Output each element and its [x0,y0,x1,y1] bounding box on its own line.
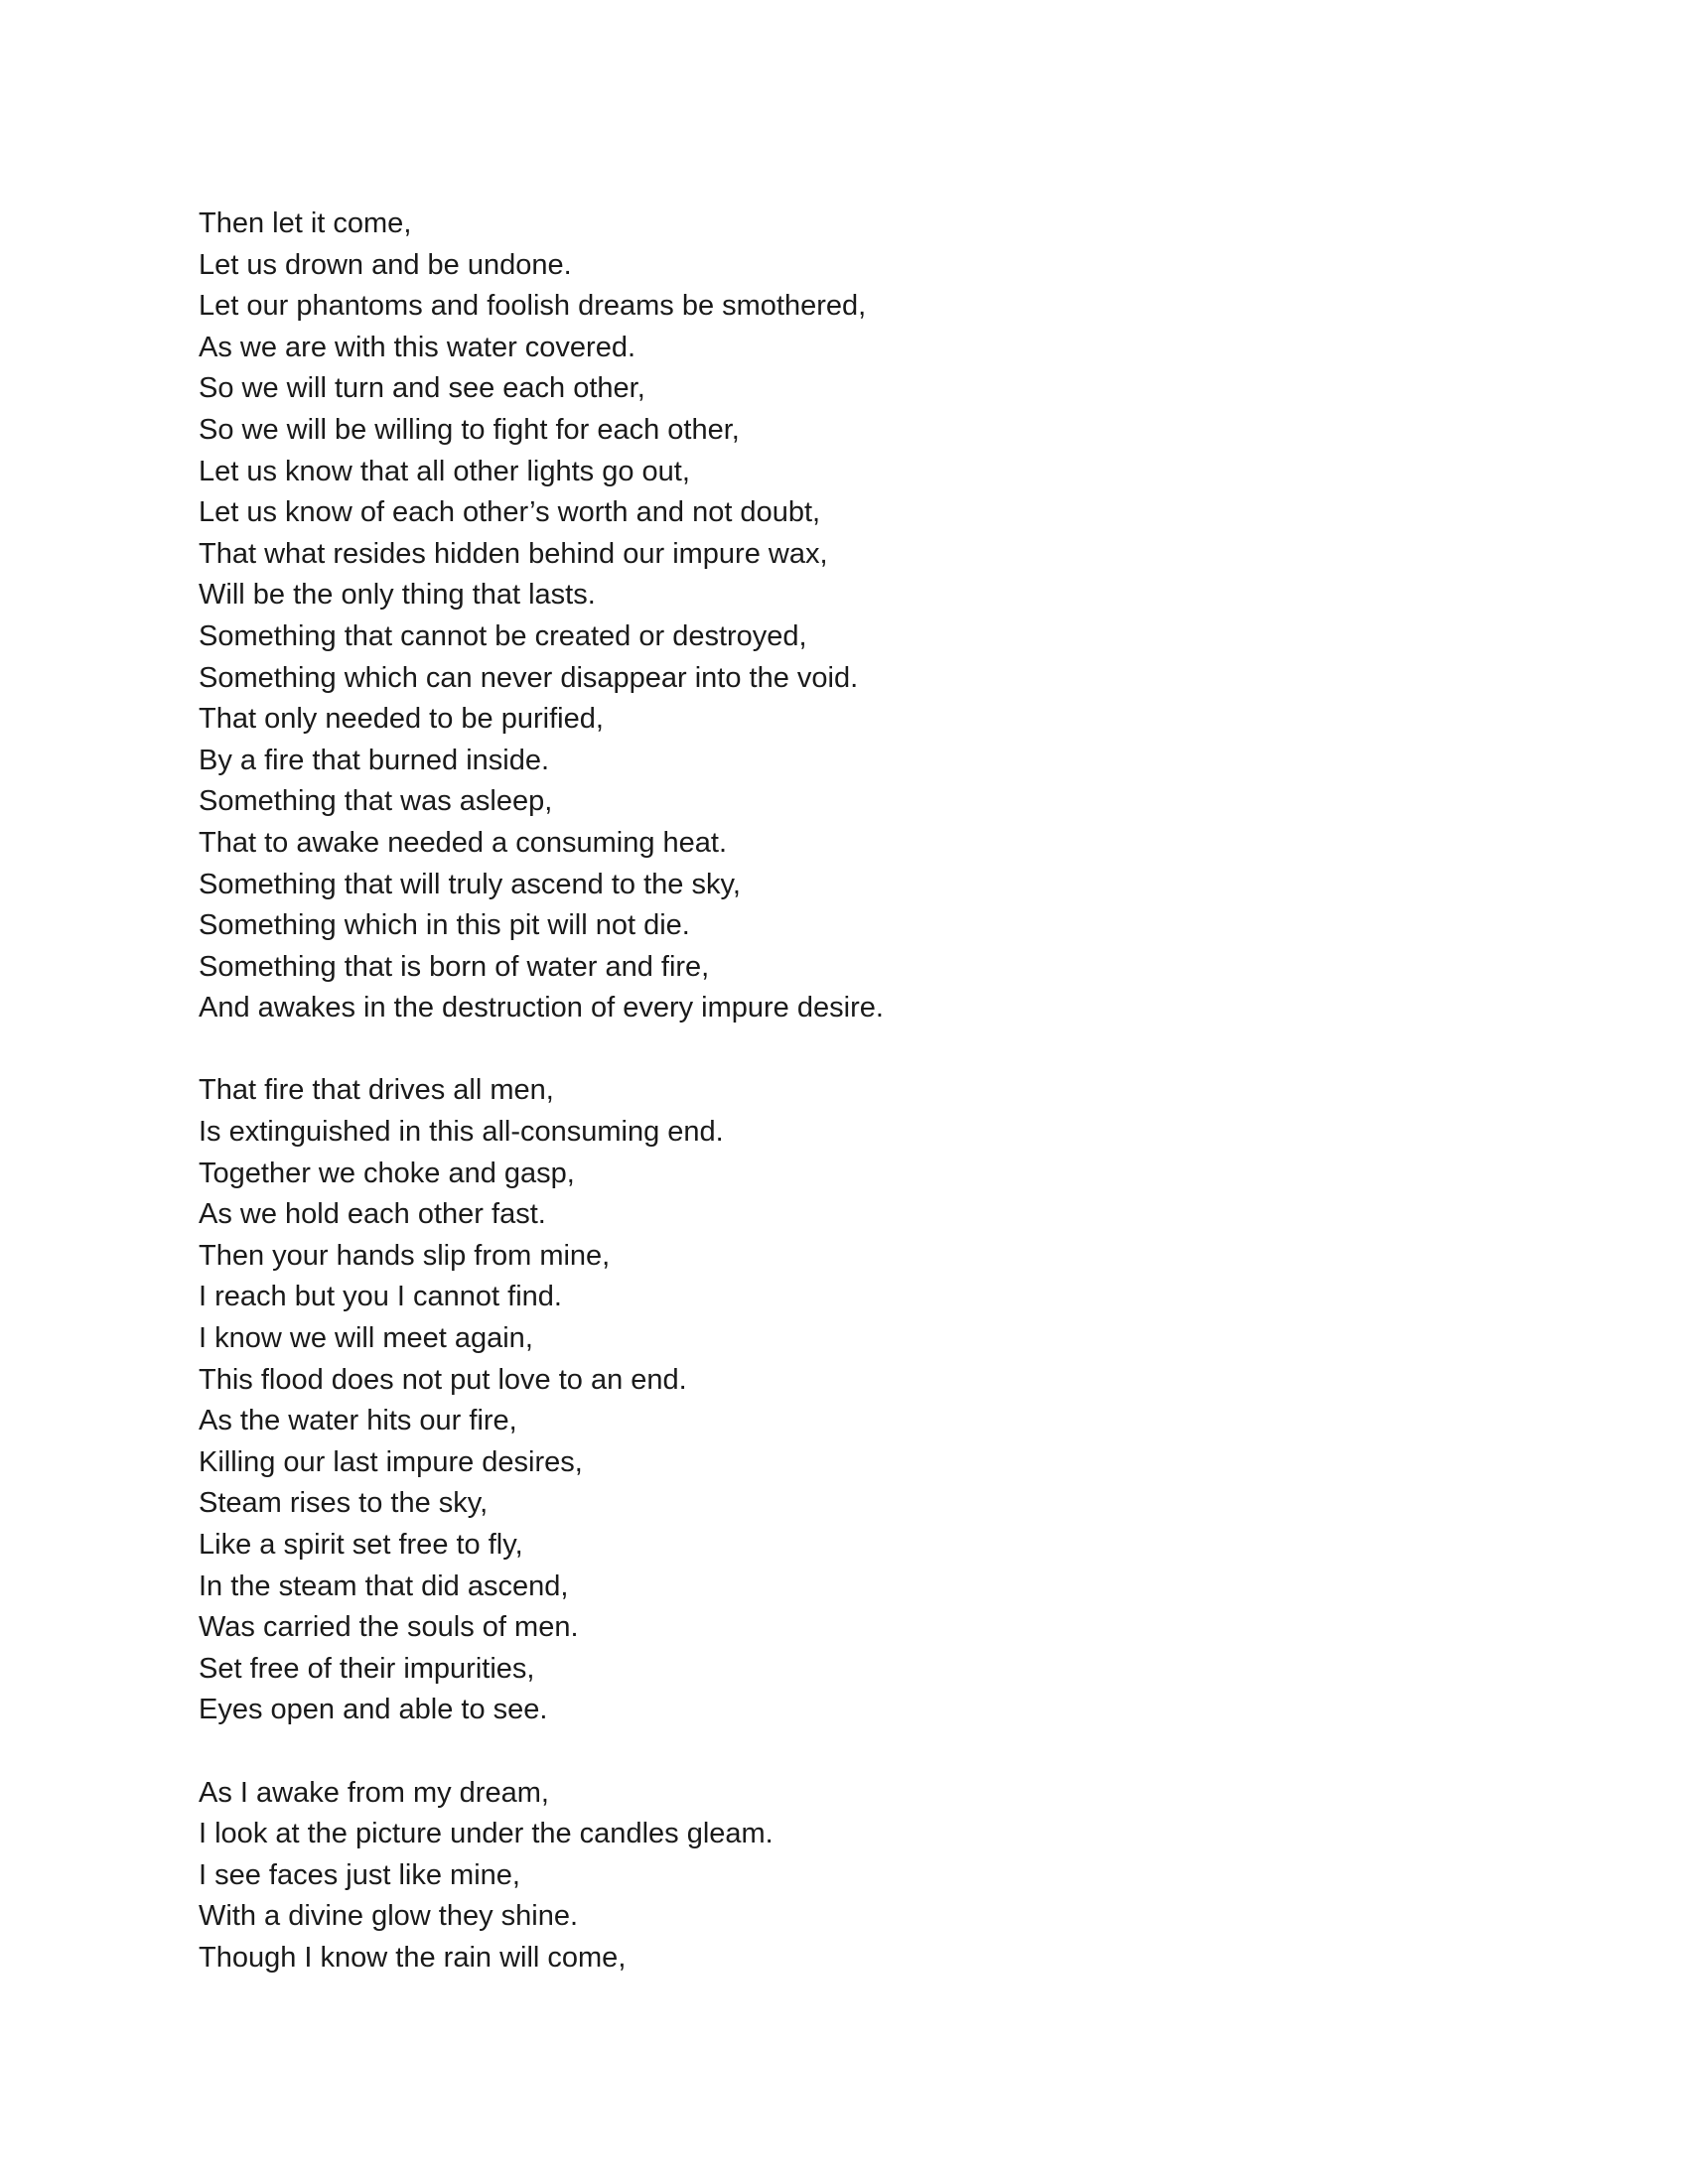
poem-line: Then your hands slip from mine, [199,1239,611,1272]
poem-line: I look at the picture under the candles gleam. [199,1818,774,1850]
poem-line: I reach but you I cannot find. [199,1281,562,1313]
poem-line: Something that will truly ascend to the sky, [199,868,741,900]
poem-line: I know we will meet again, [199,1322,533,1355]
poem-line: Something that cannot be created or destroyed, [199,619,807,652]
poem-line: Let us drown and be undone. [199,248,572,281]
poem-line: That what resides hidden behind our impure wax, [199,537,828,570]
poem-line: Set free of their impurities, [199,1652,535,1685]
poem-line: As the water hits our fire, [199,1405,517,1437]
poem-line: Is extinguished in this all-consuming end. [199,1116,724,1149]
poem-line: In the steam that did ascend, [199,1570,569,1602]
poem-line: As we hold each other fast. [199,1198,546,1231]
poem-line: Something that is born of water and fire, [199,950,710,983]
poem-line: Then let it come, [199,207,412,239]
poem-line: As I awake from my dream, [199,1776,549,1809]
poem-line: Though I know the rain will come, [199,1941,627,1974]
poem-line: Like a spirit set free to fly, [199,1529,523,1561]
poem-line: Let our phantoms and foolish dreams be smothered, [199,290,867,323]
poem-line: That to awake needed a consuming heat. [199,826,728,859]
poem-line: Let us know that all other lights go out, [199,455,690,487]
poem-line: I see faces just like mine, [199,1858,520,1891]
poem-body [199,204,1489,2020]
poem-stanza [199,204,1489,1029]
poem-line: As we are with this water covered. [199,331,636,363]
poem-line: Something which can never disappear into the void. [199,661,859,694]
poem-line: With a divine glow they shine. [199,1900,579,1933]
poem-line: Something which in this pit will not die. [199,909,690,942]
poem-line: Steam rises to the sky, [199,1487,489,1520]
poem-line: Eyes open and able to see. [199,1694,548,1726]
poem-line: So we will be willing to fight for each other, [199,413,740,446]
poem-line: Will be the only thing that lasts. [199,579,596,612]
poem-line: Was carried the souls of men. [199,1611,579,1644]
poem-line: That only needed to be purified, [199,703,604,736]
poem-line: That fire that drives all men, [199,1074,554,1107]
poem-line: Killing our last impure desires, [199,1445,583,1478]
poem-stanza [199,1773,1489,1979]
poem-stanza [199,1070,1489,1731]
poem-line: Let us know of each other’s worth and not doubt, [199,496,821,529]
poem-line: So we will turn and see each other, [199,372,645,405]
poem-line: Something that was asleep, [199,785,553,818]
poem-line: By a fire that burned inside. [199,744,550,776]
poem-line: This flood does not put love to an end. [199,1363,687,1396]
poem-line: And awakes in the destruction of every impure desire. [199,992,884,1024]
poem-line: Together we choke and gasp, [199,1157,575,1189]
